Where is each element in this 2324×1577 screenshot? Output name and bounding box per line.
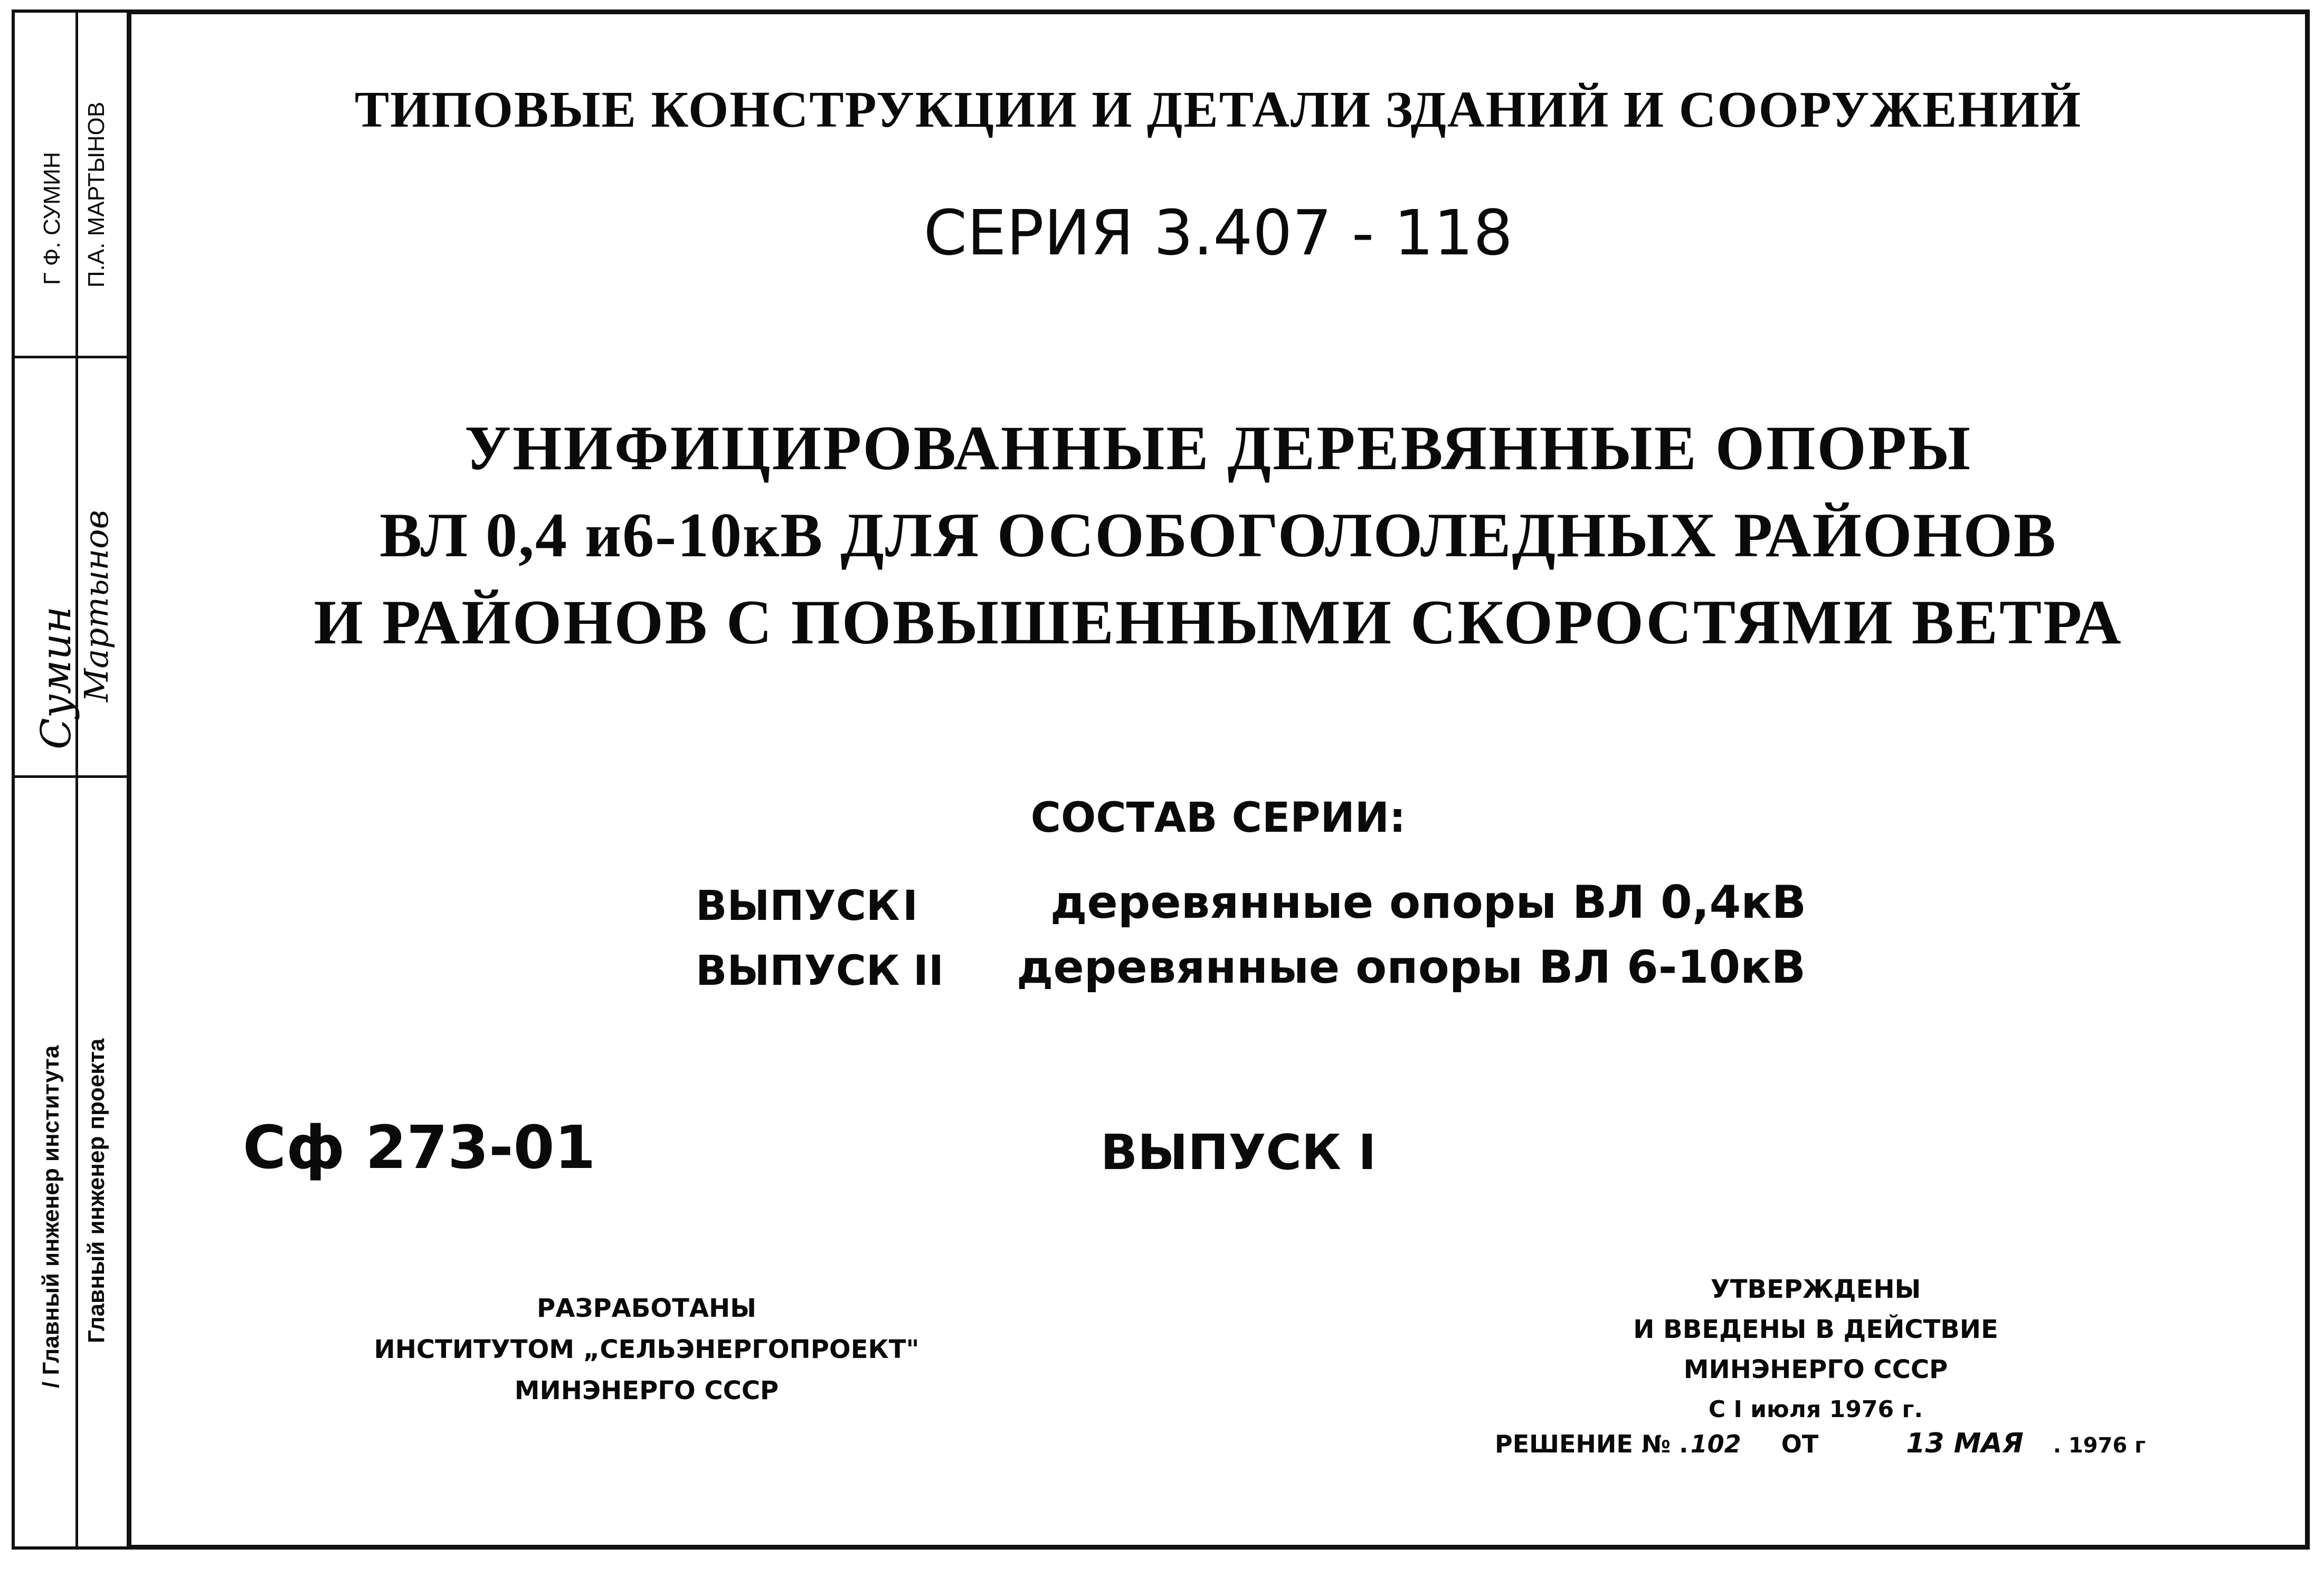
approval-block [1547,1269,2233,1430]
decision-row [1495,1428,2146,1459]
approval-line-4: С I июля 1976 г. [1708,1396,1923,1423]
issue-title: ВЫПУСК I [1101,1124,1377,1181]
main-title-line-2: ВЛ 0,4 и6-10кВ ДЛЯ ОСОБОГОЛОЛЕДНЫХ РАЙОНОВ [380,500,2057,570]
decision-date: 13 МАЯ [1906,1428,2024,1459]
developer-block [372,1288,921,1411]
composition-heading: СОСТАВ СЕРИИ: [1030,794,1406,842]
strip-rule [15,775,127,778]
decision-number: 102 [1690,1430,1741,1458]
decision-year: . 1976 г [2053,1433,2146,1458]
issue-2-label: ВЫПУСК [696,947,900,995]
stamp-name-2: П.А. МАРТЫНОВ [83,101,109,288]
document-code: Сф 273-01 [243,1114,596,1182]
developer-line-1: РАЗРАБОТАНЫ [537,1294,756,1323]
signature-1: Сумин [33,606,80,749]
approval-line-1: УТВЕРЖДЕНЫ [1710,1275,1921,1304]
main-title-line-3: И РАЙОНОВ С ПОВЫШЕННЫМИ СКОРОСТЯМИ ВЕТРА [314,587,2123,657]
issue-1-number: I [903,882,918,930]
issue-1-label: ВЫПУСК [696,882,900,930]
stamp-role-1: / Главный инженер института [38,1045,64,1388]
strip-rule [15,356,127,358]
issue-2-text: деревянные опоры ВЛ 6-10кВ [1017,941,1806,994]
decision-from-label: ОТ [1781,1430,1819,1458]
issue-2-number: II [913,947,944,995]
issue-1-text: деревянные опоры ВЛ 0,4кВ [1050,876,1807,929]
developer-line-3: МИНЭНЕРГО СССР [514,1376,779,1405]
main-title-line-1: УНИФИЦИРОВАННЫЕ ДЕРЕВЯННЫЕ ОПОРЫ [464,413,1972,483]
decision-label: РЕШЕНИЕ № . [1495,1430,1689,1458]
series-number: СЕРИЯ 3.407 - 118 [923,196,1513,269]
top-title: ТИПОВЫЕ КОНСТРУКЦИИ И ДЕТАЛИ ЗДАНИЙ И СООРУЖЕНИЙ [354,81,2082,138]
developer-line-2: ИНСТИТУТОМ „СЕЛЬЭНЕРГОПРОЕКТ" [374,1335,919,1364]
stamp-name-1: Г Ф. СУМИН [39,151,65,285]
approval-line-3: МИНЭНЕРГО СССР [1683,1355,1948,1384]
approval-line-2: И ВВЕДЕНЫ В ДЕЙСТВИЕ [1633,1315,1998,1344]
stamp-role-2: Главный инженер проекта [83,1038,109,1343]
strip-divider [75,13,78,1546]
signature-2: Мартынов [77,510,116,702]
